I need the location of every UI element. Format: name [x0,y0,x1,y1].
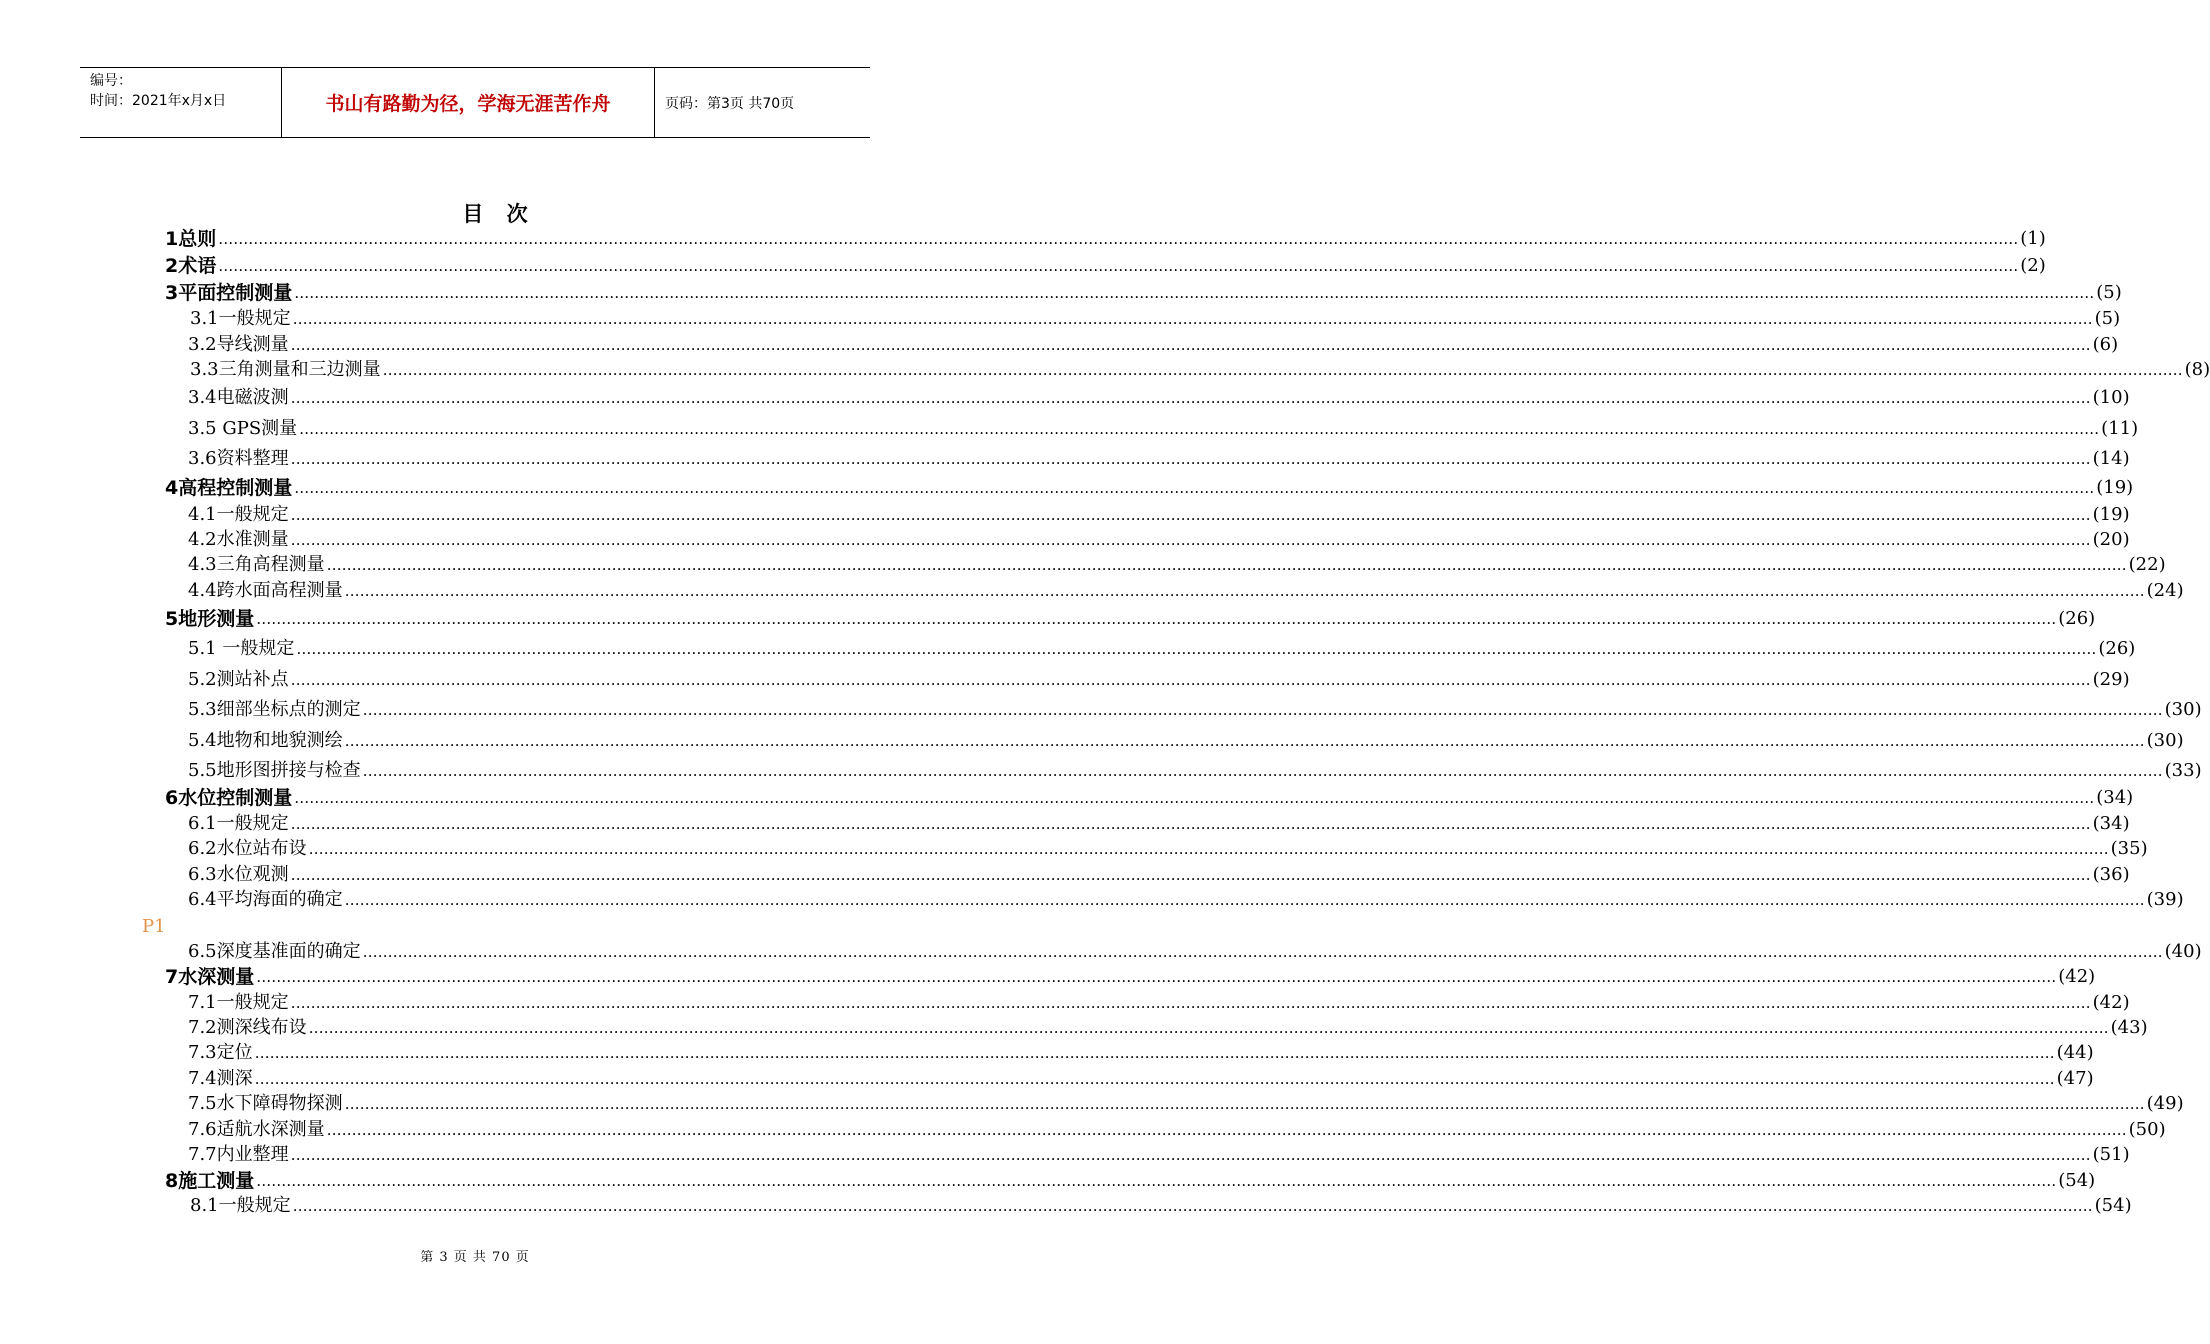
toc-dot-leader: ……………………………………………………………………………………………………………………………………………………………………………………………………………………………………………………………………………………………………………………………… [362,701,2163,719]
toc-dot-leader: ……………………………………………………………………………………………………………………………………………………………………………………………………………………………………………………………………………………………………………………………… [218,230,2019,248]
toc-entry[interactable] [188,553,2166,577]
toc-dot-leader: ……………………………………………………………………………………………………………………………………………………………………………………………………………………………………………………………………………………………………………………………… [362,943,2163,961]
toc-entry-page: (1) [2020,228,2046,249]
toc-entry-page: (34) [2096,787,2134,808]
toc-entry-title: 4.2水准测量 [188,529,289,550]
toc-dot-leader: ……………………………………………………………………………………………………………………………………………………………………………………………………………………………………………………………………………………………………………………………… [218,257,2019,275]
toc-entry-page: (11) [2101,418,2139,439]
toc-dot-leader: ……………………………………………………………………………………………………………………………………………………………………………………………………………………………………………………………………………………………………………………………… [254,1044,2055,1062]
document-number-label: 编号： [90,73,132,89]
toc-dot-leader: ……………………………………………………………………………………………………………………………………………………………………………………………………………………………………………………………………………………………………………………………… [292,310,2093,328]
toc-dot-leader: ……………………………………………………………………………………………………………………………………………………………………………………………………………………………………………………………………………………………………………………………… [256,968,2057,986]
toc-entry[interactable] [188,1092,2184,1116]
toc-dot-leader: ……………………………………………………………………………………………………………………………………………………………………………………………………………………………………………………………………………………………………………………………… [256,610,2057,628]
toc-entry-page: (40) [2164,941,2202,962]
toc-entry[interactable] [188,759,2202,783]
toc-entry-page: (24) [2146,580,2184,601]
toc-dot-leader: ……………………………………………………………………………………………………………………………………………………………………………………………………………………………………………………………………………………………………………………………… [344,891,2145,909]
toc-dot-leader: ……………………………………………………………………………………………………………………………………………………………………………………………………………………………………………………………………………………………………………………………… [326,1121,2127,1139]
toc-entry-page: (2) [2020,255,2046,276]
toc-dot-leader: ……………………………………………………………………………………………………………………………………………………………………………………………………………………………………………………………………………………………………………………………… [290,866,2091,884]
toc-entry-title: 4高程控制测量 [165,477,293,499]
page-header [80,67,870,138]
toc-entry-title: 5.3细部坐标点的测定 [188,699,361,720]
toc-dot-leader: ……………………………………………………………………………………………………………………………………………………………………………………………………………………………………………………………………………………………………………………………… [290,450,2091,468]
toc-entry[interactable] [188,1143,2130,1167]
toc-entry-page: (26) [2058,608,2096,629]
toc-dot-leader: ……………………………………………………………………………………………………………………………………………………………………………………………………………………………………………………………………………………………………………………………… [326,556,2127,574]
toc-entry[interactable] [165,476,2134,500]
toc-entry-title: 3.1一般规定 [190,308,291,329]
toc-entry-page: (51) [2092,1144,2130,1165]
toc-dot-leader: ……………………………………………………………………………………………………………………………………………………………………………………………………………………………………………………………………………………………………………………………… [290,531,2091,549]
toc-entry[interactable] [188,579,2184,603]
toc-entry[interactable] [188,417,2139,441]
toc-dot-leader: ……………………………………………………………………………………………………………………………………………………………………………………………………………………………………………………………………………………………………………………………… [290,506,2091,524]
toc-entry-title: 1总则 [165,228,217,250]
toc-entry-title: 5地形测量 [165,608,255,630]
toc-entry-page: (30) [2164,699,2202,720]
toc-entry[interactable] [188,1067,2094,1091]
toc-entry-page: (20) [2092,529,2130,550]
toc-entry-page: (43) [2110,1017,2148,1038]
toc-entry[interactable] [188,447,2130,471]
toc-entry[interactable] [165,786,2134,810]
toc-dot-leader: ……………………………………………………………………………………………………………………………………………………………………………………………………………………………………………………………………………………………………………………………… [256,1172,2057,1190]
toc-entry-title: 3.3三角测量和三边测量 [190,359,381,380]
toc-entry-title: 6.4平均海面的确定 [188,889,343,910]
toc-entry[interactable] [188,729,2184,753]
toc-entry-title: 7.3定位 [188,1042,253,1063]
toc-dot-leader: ……………………………………………………………………………………………………………………………………………………………………………………………………………………………………………………………………………………………………………………………… [294,284,2095,302]
toc-entry[interactable] [188,1041,2094,1065]
toc-entry-page: (8) [2184,359,2210,380]
toc-entry-page: (10) [2092,387,2130,408]
toc-dot-leader: ……………………………………………………………………………………………………………………………………………………………………………………………………………………………………………………………………………………………………………………………… [290,671,2091,689]
document-time-label: 时间：2021年x月x日 [90,93,227,109]
toc-title: 目 次 [462,202,536,226]
toc-entry-title: 5.5地形图拼接与检查 [188,760,361,781]
toc-entry[interactable] [188,991,2130,1015]
toc-entry-title: 7.5水下障碍物探测 [188,1093,343,1114]
toc-dot-leader: ……………………………………………………………………………………………………………………………………………………………………………………………………………………………………………………………………………………………………………………………… [362,762,2163,780]
toc-dot-leader: ……………………………………………………………………………………………………………………………………………………………………………………………………………………………………………………………………………………………………………………………… [290,1146,2091,1164]
toc-entry-page: (54) [2094,1195,2132,1216]
toc-dot-leader: ……………………………………………………………………………………………………………………………………………………………………………………………………………………………………………………………………………………………………………………………… [290,336,2091,354]
toc-dot-leader: ……………………………………………………………………………………………………………………………………………………………………………………………………………………………………………………………………………………………………………………………… [344,732,2145,750]
toc-entry-title: 7水深测量 [165,966,255,988]
toc-entry-title: 4.1一般规定 [188,504,289,525]
toc-entry-title: 7.6适航水深测量 [188,1119,325,1140]
toc-entry-title: 3.4电磁波测 [188,387,289,408]
toc-entry-title: 3平面控制测量 [165,282,293,304]
toc-entry[interactable] [188,333,2119,357]
header-page-info: 页码：第3页 共70页 [665,95,795,112]
toc-entry-page: (5) [2096,282,2122,303]
toc-entry[interactable] [188,940,2202,964]
toc-entry[interactable] [190,307,2121,331]
toc-entry-page: (5) [2094,308,2121,329]
toc-entry-page: (19) [2096,477,2134,498]
toc-entry[interactable] [165,1169,2096,1193]
toc-entry-page: (29) [2092,669,2130,690]
toc-entry-title: 8.1一般规定 [190,1195,291,1216]
toc-entry-page: (42) [2058,966,2096,987]
toc-entry-page: (36) [2092,864,2130,885]
toc-entry-page: (50) [2128,1119,2166,1140]
toc-dot-leader: ……………………………………………………………………………………………………………………………………………………………………………………………………………………………………………………………………………………………………………………………… [254,1070,2055,1088]
toc-entry-page: (26) [2098,638,2136,659]
toc-entry[interactable] [188,698,2202,722]
toc-entry-title: 5.4地物和地貌测绘 [188,730,343,751]
toc-entry-page: (39) [2146,889,2184,910]
toc-entry-page: (42) [2092,992,2130,1013]
toc-dot-leader: ……………………………………………………………………………………………………………………………………………………………………………………………………………………………………………………………………………………………………………………………… [290,389,2091,407]
toc-dot-leader: ……………………………………………………………………………………………………………………………………………………………………………………………………………………………………………………………………………………………………………………………… [299,420,2100,438]
header-meta [80,68,282,137]
toc-entry[interactable] [188,888,2184,912]
toc-entry-page: (54) [2058,1170,2096,1191]
toc-entry-page: (33) [2164,760,2202,781]
toc-entry-title: 7.7内业整理 [188,1144,289,1165]
toc-entry[interactable] [188,812,2130,836]
toc-entry-page: (35) [2110,838,2148,859]
toc-entry-page: (34) [2092,813,2130,834]
toc-entry[interactable] [190,358,2210,382]
toc-entry-title: 6.5深度基准面的确定 [188,941,361,962]
toc-entry[interactable] [188,528,2130,552]
page-marker: P1 [142,916,166,937]
header-motto: 书山有路勤为径，学海无涯苦作舟 [282,68,655,137]
toc-entry[interactable] [188,668,2130,692]
toc-entry-title: 7.2测深线布设 [188,1017,307,1038]
toc-entry[interactable] [190,1194,2132,1218]
toc-dot-leader: ……………………………………………………………………………………………………………………………………………………………………………………………………………………………………………………………………………………………………………………………… [382,361,2183,379]
toc-entry-title: 4.3三角高程测量 [188,554,325,575]
toc-entry-title: 5.2测站补点 [188,669,289,690]
toc-entry-title: 7.4测深 [188,1068,253,1089]
toc-entry-title: 6.1一般规定 [188,813,289,834]
toc-dot-leader: ……………………………………………………………………………………………………………………………………………………………………………………………………………………………………………………………………………………………………………………………… [290,994,2091,1012]
toc-entry-title: 2术语 [165,255,217,277]
toc-entry-page: (19) [2092,504,2130,525]
toc-entry-title: 6.3水位观测 [188,864,289,885]
page-footer: 第 3 页 共 70 页 [420,1250,530,1265]
toc-entry-title: 5.1 一般规定 [188,638,295,659]
toc-entry-title: 6.2水位站布设 [188,838,307,859]
toc-dot-leader: ……………………………………………………………………………………………………………………………………………………………………………………………………………………………………………………………………………………………………………………………… [296,640,2097,658]
toc-entry-title: 3.2导线测量 [188,334,289,355]
toc-dot-leader: ……………………………………………………………………………………………………………………………………………………………………………………………………………………………………………………………………………………………………………………………… [308,840,2109,858]
toc-entry-page: (6) [2092,334,2119,355]
toc-dot-leader: ……………………………………………………………………………………………………………………………………………………………………………………………………………………………………………………………………………………………………………………………… [308,1019,2109,1037]
toc-dot-leader: ……………………………………………………………………………………………………………………………………………………………………………………………………………………………………………………………………………………………………………………………… [294,479,2095,497]
toc-entry[interactable] [165,965,2096,989]
toc-entry-title: 6水位控制测量 [165,787,293,809]
toc-entry[interactable] [188,1016,2148,1040]
toc-entry-page: (22) [2128,554,2166,575]
toc-entry-page: (14) [2092,448,2130,469]
toc-entry-page: (47) [2056,1068,2094,1089]
toc-dot-leader: ……………………………………………………………………………………………………………………………………………………………………………………………………………………………………………………………………………………………………………………………… [344,582,2145,600]
toc-entry-title: 3.5 GPS测量 [188,418,298,439]
toc-entry[interactable] [165,254,2046,278]
toc-dot-leader: ……………………………………………………………………………………………………………………………………………………………………………………………………………………………………………………………………………………………………………………………… [290,815,2091,833]
toc-entry[interactable] [188,837,2148,861]
toc-entry-title: 3.6资料整理 [188,448,289,469]
toc-entry-title: 7.1一般规定 [188,992,289,1013]
toc-entry[interactable] [188,386,2130,410]
toc-entry[interactable] [188,637,2136,661]
toc-dot-leader: ……………………………………………………………………………………………………………………………………………………………………………………………………………………………………………………………………………………………………………………………… [294,789,2095,807]
toc-entry-page: (44) [2056,1042,2094,1063]
toc-dot-leader: ……………………………………………………………………………………………………………………………………………………………………………………………………………………………………………………………………………………………………………………………… [344,1095,2145,1113]
toc-entry[interactable] [165,607,2096,631]
toc-entry[interactable] [165,227,2046,251]
toc-entry-title: 4.4跨水面高程测量 [188,580,343,601]
toc-entry-page: (49) [2146,1093,2184,1114]
toc-entry[interactable] [188,503,2130,527]
toc-entry[interactable] [188,863,2130,887]
toc-entry[interactable] [188,1118,2166,1142]
toc-entry-title: 8施工测量 [165,1170,255,1192]
toc-dot-leader: ……………………………………………………………………………………………………………………………………………………………………………………………………………………………………………………………………………………………………………………………… [292,1197,2093,1215]
toc-entry[interactable] [165,281,2122,305]
toc-entry-page: (30) [2146,730,2184,751]
